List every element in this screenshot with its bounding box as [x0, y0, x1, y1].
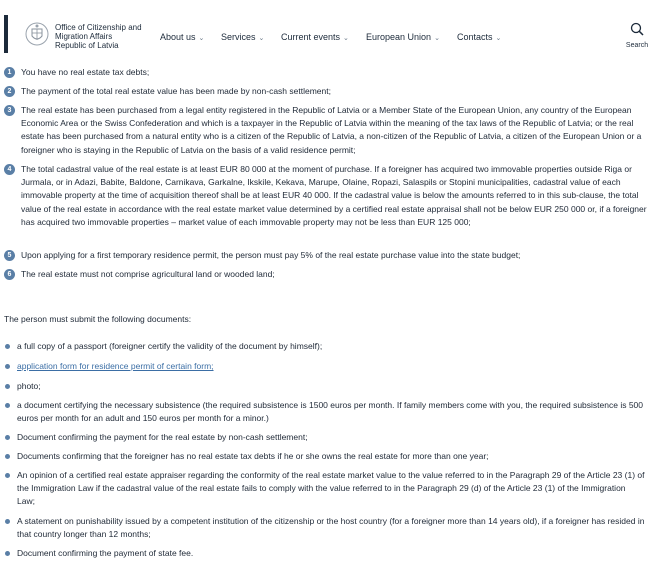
- condition-number: 2: [4, 86, 15, 97]
- site-header: [0, 0, 651, 58]
- bullet: [5, 364, 10, 369]
- nav-label: Contacts: [457, 32, 493, 42]
- nav-item-current-events[interactable]: [281, 32, 349, 42]
- condition-text: The real estate has been purchased from a legal entity registered in the Republic of Latvia or a Member State of the European Union, any country of the European Economic Area or the Swiss Confederation and which is a taxpayer in the Republic of Latvia within the meaning of the tax laws of the Republic of Latvia; or the real estate has been purchased from a natural entity who is a citizen of the Republic of Latvia, a non-citizen of the Republic of Latvia, a citizen of the European Union or a foreigner who is staying in the Republic of Latvia on the basis of a valid residence permit;: [21, 105, 642, 155]
- bullet: [5, 473, 10, 478]
- search-label: Search: [625, 42, 649, 49]
- bullet: [5, 454, 10, 459]
- document-text: a document certifying the necessary subsistence (the required subsistence is 1500 euros per month. If family members come with you, the required subsistence is 500 euros per month for an adult and 150 euros per month for a minor.): [17, 400, 644, 424]
- org-name-line: Migration Affairs: [55, 32, 113, 41]
- condition-number: 3: [4, 105, 15, 116]
- condition-number: 1: [4, 67, 15, 78]
- nav-label: Current events: [281, 32, 341, 42]
- chevron-down-icon: ⌄: [343, 35, 349, 42]
- documents-intro: The person must submit the following documents:: [4, 314, 192, 324]
- search-icon: [630, 22, 644, 36]
- bullet: [5, 344, 10, 349]
- condition-text: The total cadastral value of the real estate is at least EUR 80 000 at the moment of purchase. If a foreigner has acquired two immovable properties outside Riga or Jurmala, or in Adazi, Babite, Baldone, Carnikava, Garkalne, Ikskile, Kekava, Marupe, Olaine, Ropazi, Salaspils or Stopini municipalities, cadastral value of each immovable property at the time of acquisition thereof shall be at least EUR 40 000. If the cadastral value is below the amounts referred to in this sub-clause, the total value of the real estate in accordance with the real estate market value determined by a certified real estate appraisal shall not be below EUR 250 000 or, if a foreigner has acquired two immovable properties – market value of each immovable property may not be less than EUR 125 000;: [21, 164, 647, 227]
- document-text: A statement on punishability issued by a competent institution of the citizenship or the host country (for a foreigner more than 14 years old), if a foreigner has resided in that country longer than 12 months;: [17, 516, 645, 540]
- brand-bar: [4, 15, 8, 53]
- bullet: [5, 384, 10, 389]
- bullet: [5, 551, 10, 556]
- document-text: Documents confirming that the foreigner has no real estate tax debts if he or she owns the real estate for more than one year;: [17, 451, 489, 461]
- document-text: Document confirming the payment of state fee.: [17, 548, 194, 558]
- org-name[interactable]: [55, 23, 142, 50]
- document-text: a full copy of a passport (foreigner certify the validity of the document by himself);: [17, 341, 323, 351]
- condition-number: 4: [4, 164, 15, 175]
- condition-text: The payment of the total real estate value has been made by non-cash settlement;: [21, 86, 331, 96]
- condition-text: You have no real estate tax debts;: [21, 67, 150, 77]
- document-text: Document confirming the payment for the real estate by non-cash settlement;: [17, 432, 308, 442]
- search-button[interactable]: [622, 22, 651, 52]
- bullet: [5, 519, 10, 524]
- chevron-down-icon: ⌄: [198, 35, 205, 42]
- nav-item-contacts[interactable]: [457, 32, 501, 42]
- org-name-line: Republic of Latvia: [55, 41, 119, 50]
- condition-text: The real estate must not comprise agricultural land or wooded land;: [21, 269, 275, 279]
- nav-item-services[interactable]: [221, 32, 264, 42]
- chevron-down-icon: ⌄: [434, 35, 440, 42]
- nav-label: About us: [160, 32, 196, 42]
- chevron-down-icon: ⌄: [258, 35, 265, 42]
- nav-label: European Union: [366, 32, 432, 42]
- document-text: An opinion of a certified real estate appraiser regarding the conformity of the real estate market value to the value referred to in the Paragraph 29 of the Article 23 (1) of the Immigration Law if the cadastral value of the real estate fails to comply with the value referred to in the Paragraph 29 (d) of the Article 23 (1) of the Immigration Law;: [17, 470, 645, 507]
- nav-item-about-us[interactable]: [160, 32, 204, 42]
- nav-item-european-union[interactable]: [366, 32, 440, 42]
- condition-number: 5: [4, 250, 15, 261]
- condition-text: Upon applying for a first temporary residence permit, the person must pay 5% of the real estate purchase value into the state budget;: [21, 250, 521, 260]
- document-text: photo;: [17, 381, 41, 391]
- bullet: [5, 403, 10, 408]
- application-form-link[interactable]: application form for residence permit of certain form;: [17, 361, 214, 371]
- condition-number: 6: [4, 269, 15, 280]
- bullet: [5, 435, 10, 440]
- nav-label: Services: [221, 32, 256, 42]
- coat-of-arms-icon[interactable]: [24, 21, 50, 47]
- chevron-down-icon: ⌄: [495, 35, 502, 42]
- org-name-line: Office of Citizenship and: [55, 23, 142, 32]
